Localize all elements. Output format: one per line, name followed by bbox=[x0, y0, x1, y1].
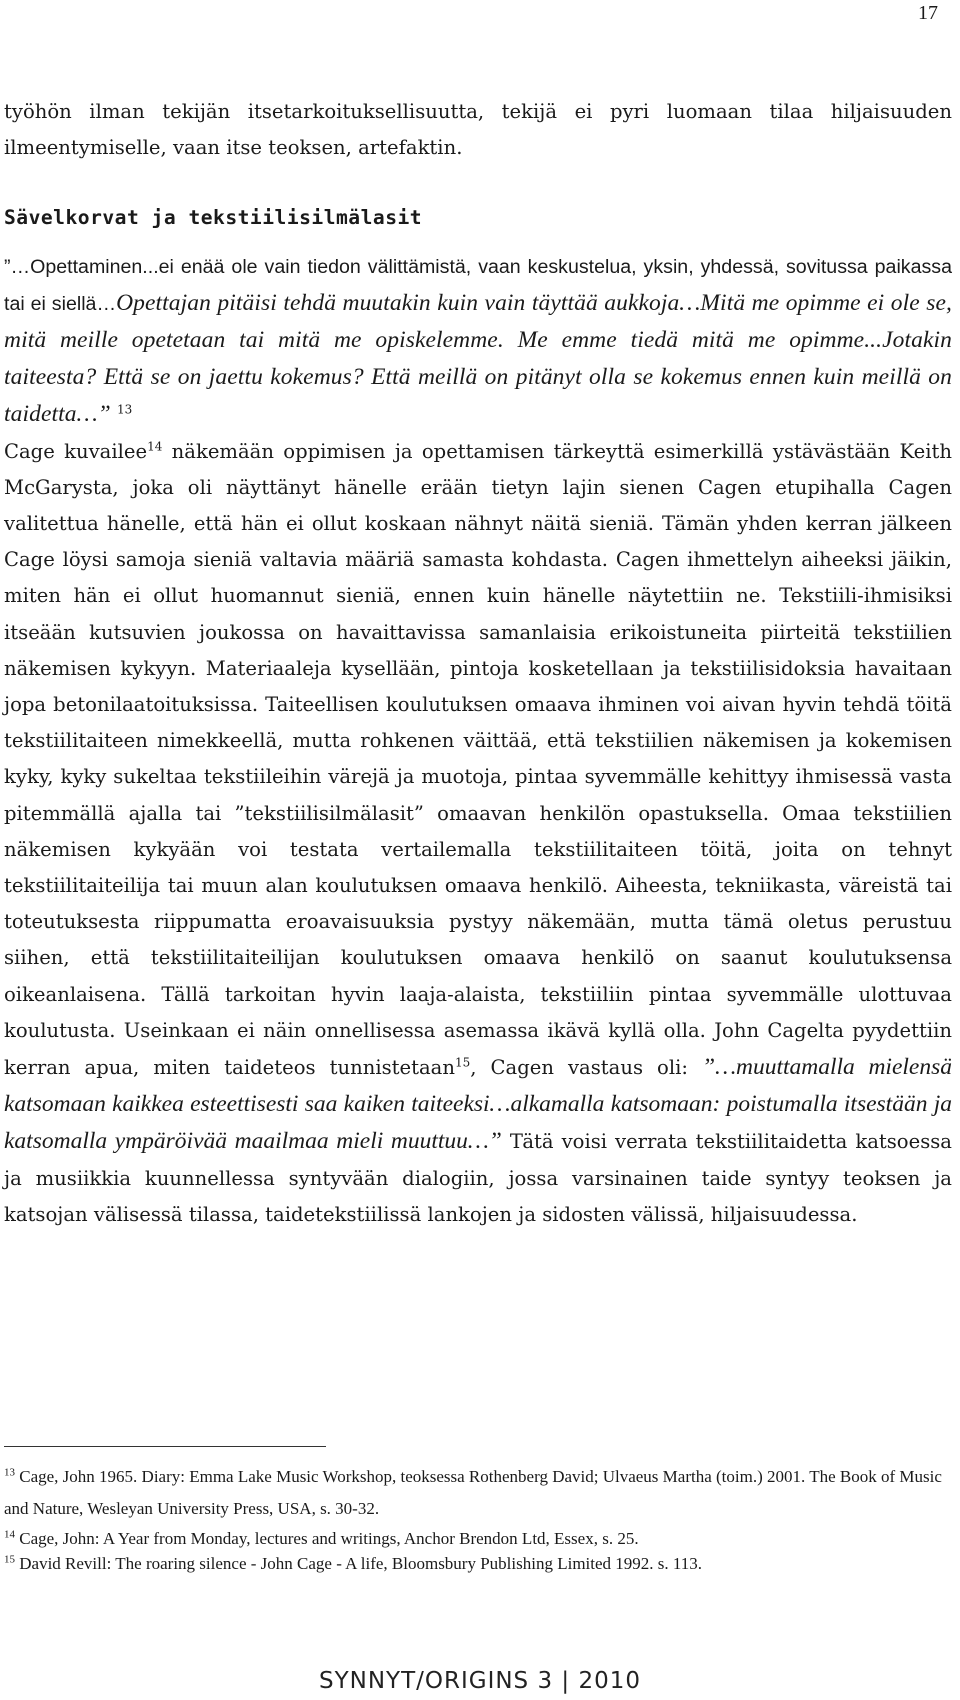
quote-opening: ”…Opettaminen...ei enää ole vain tiedon välittämistä, vaan keskustelua, yksin, yhdessä, sovitussa paikassa tai ei siellä… bbox=[4, 255, 952, 315]
footnote-14 bbox=[4, 1527, 952, 1551]
footnote-number: 15 bbox=[4, 1553, 15, 1566]
body-cage-intro: Cage kuvailee bbox=[4, 439, 148, 463]
cage-quote: ”…muuttamalla mielensä katsomaan kaikkea esteettisesti saa kaiken taiteeksi…alkamalla katsomaan: poistumalla itsestään ja katsomalla ympäröivää maailmaa mieli muuttuu…” bbox=[4, 1054, 953, 1155]
footnotes bbox=[4, 1446, 952, 1577]
footnote-ref-13[interactable]: 13 bbox=[117, 402, 133, 417]
page-number: 17 bbox=[918, 2, 938, 24]
body-end-text: Tätä voisi verrata tekstiilitaidetta katsoessa ja musiikkia kuunnellessa syntyvään dialogiin, jossa varsinainen taide syntyy teoksen ja katsojan välisessä tilassa, taidetekstiilissä lankojen ja sidosten välissä, hiljaisuudessa. bbox=[4, 1130, 952, 1226]
footnote-ref-15[interactable]: 15 bbox=[454, 1055, 471, 1070]
section-heading: Sävelkorvat ja tekstiilisilmälasit bbox=[4, 206, 423, 230]
footnote-divider bbox=[4, 1446, 326, 1447]
body-main-text: näkemään oppimisen ja opettamisen tärkeyttä esimerkillä ystävästään Keith McGarysta, joka oli näyttänyt hänelle erään tietyn lajin sienen Cagen etupihalla Cagen valitettua hänelle, että hän ei ollut koskaan nähnyt näitä sieniä. Tämän yhden kerran jälkeen Cage löysi samoja sieniä valtavia määriä samasta kohdasta. Cagen ihmettelyn aiheeksi jäikin, miten hän ei ollut huomannut sieniä, ennen kuin hänelle näytettiin ne. Tekstiili-ihmisiksi itseään kutsuvien joukossa on havaittavissa samanlaisia erikoistuneita piirteitä tekstiilien näkemisen kykyyn. Materiaaleja kysellään, pintoja kosketellaan ja tekstiilisidoksia havaitaan jopa betonilaatoituksissa. Taiteellisen koulutuksen omaava ihminen voi aivan hyvin tehdä töitä tekstiilitaiteen nimekkeellä, mutta rohkenen väittää, että tekstiilien näkemisen ja kokemisen kyky, kyky sukeltaa tekstiileihin värejä ja muotoja, pintaa syvemmälle kehittyy ihmisessä vasta pitemmällä ajalla tai ”tekstiilisilmälasit” omaavan henkilön opastuksella. Omaa tekstiilien näkemisen kykyään voi testata vertailemalla tekstiilitaiteen töitä, joita on tehnyt tekstiilitaiteilija tai muun alan koulutuksen omaava henkilö. Aiheesta, tekniikasta, väreistä tai toteutuksesta riippumatta eroavaisuuksia pystyy näkemään, mutta tämä oletus perustuu siihen, että tekstiilitaiteilijan koulutuksen omaava henkilö on saanut koulutuksensa oikeanlaisena. Tällä tarkoitan hyvin laaja-alaista, tekstiiliin pintaa syvemmälle ulottuvaa koulutusta. Useinkaan ei näin onnellisessa asemassa ikävä kyllä olla. John Cagelta pyydettiin kerran apua, miten taideteos tunnistetaan bbox=[4, 439, 952, 1080]
footnote-number: 14 bbox=[4, 1528, 15, 1541]
article-body bbox=[4, 94, 952, 1233]
footnote-text: David Revill: The roaring silence - John Cage - A life, Bloomsbury Publishing Limited 1992. s. 113. bbox=[15, 1554, 703, 1573]
footnote-text: Cage, John: A Year from Monday, lectures and writings, Anchor Brendon Ltd, Essex, s. 25. bbox=[15, 1529, 639, 1548]
quote-italic: Opettajan pitäisi tehdä muutakin kuin vain täyttää aukkoja…Mitä me opimme ei ole se, mitä meille opetetaan tai mitä me opiskelemme. Me emme tiedä mitä me opimme...Jotakin taiteesta? Että se on jaettu kokemus? Että meillä on pitänyt olla se kokemus ennen kuin meillä on taidetta…” bbox=[4, 289, 952, 428]
journal-footer: SYNNYT/ORIGINS 3 | 2010 bbox=[318, 1668, 642, 1694]
footnote-15 bbox=[4, 1553, 952, 1575]
footnote-text: Cage, John 1965. Diary: Emma Lake Music Workshop, teoksessa Rothenberg David; Ulvaeus Martha (toim.) 2001. The Book of Music and Nature, Wesleyan University Press, USA, s. 30-32. bbox=[4, 1467, 942, 1518]
quote-paragraph bbox=[4, 249, 952, 1233]
footnote-13 bbox=[4, 1461, 952, 1525]
body-answer-lead: , Cagen vastaus oli: bbox=[470, 1056, 703, 1080]
intro-paragraph: työhön ilman tekijän itsetarkoituksellisuutta, tekijä ei pyri luomaan tilaa hiljaisuuden ilmeentymiselle, vaan itse teoksen, artefaktin. bbox=[4, 100, 952, 160]
footnote-ref-14[interactable]: 14 bbox=[147, 439, 163, 454]
footnote-number: 13 bbox=[4, 1466, 15, 1479]
